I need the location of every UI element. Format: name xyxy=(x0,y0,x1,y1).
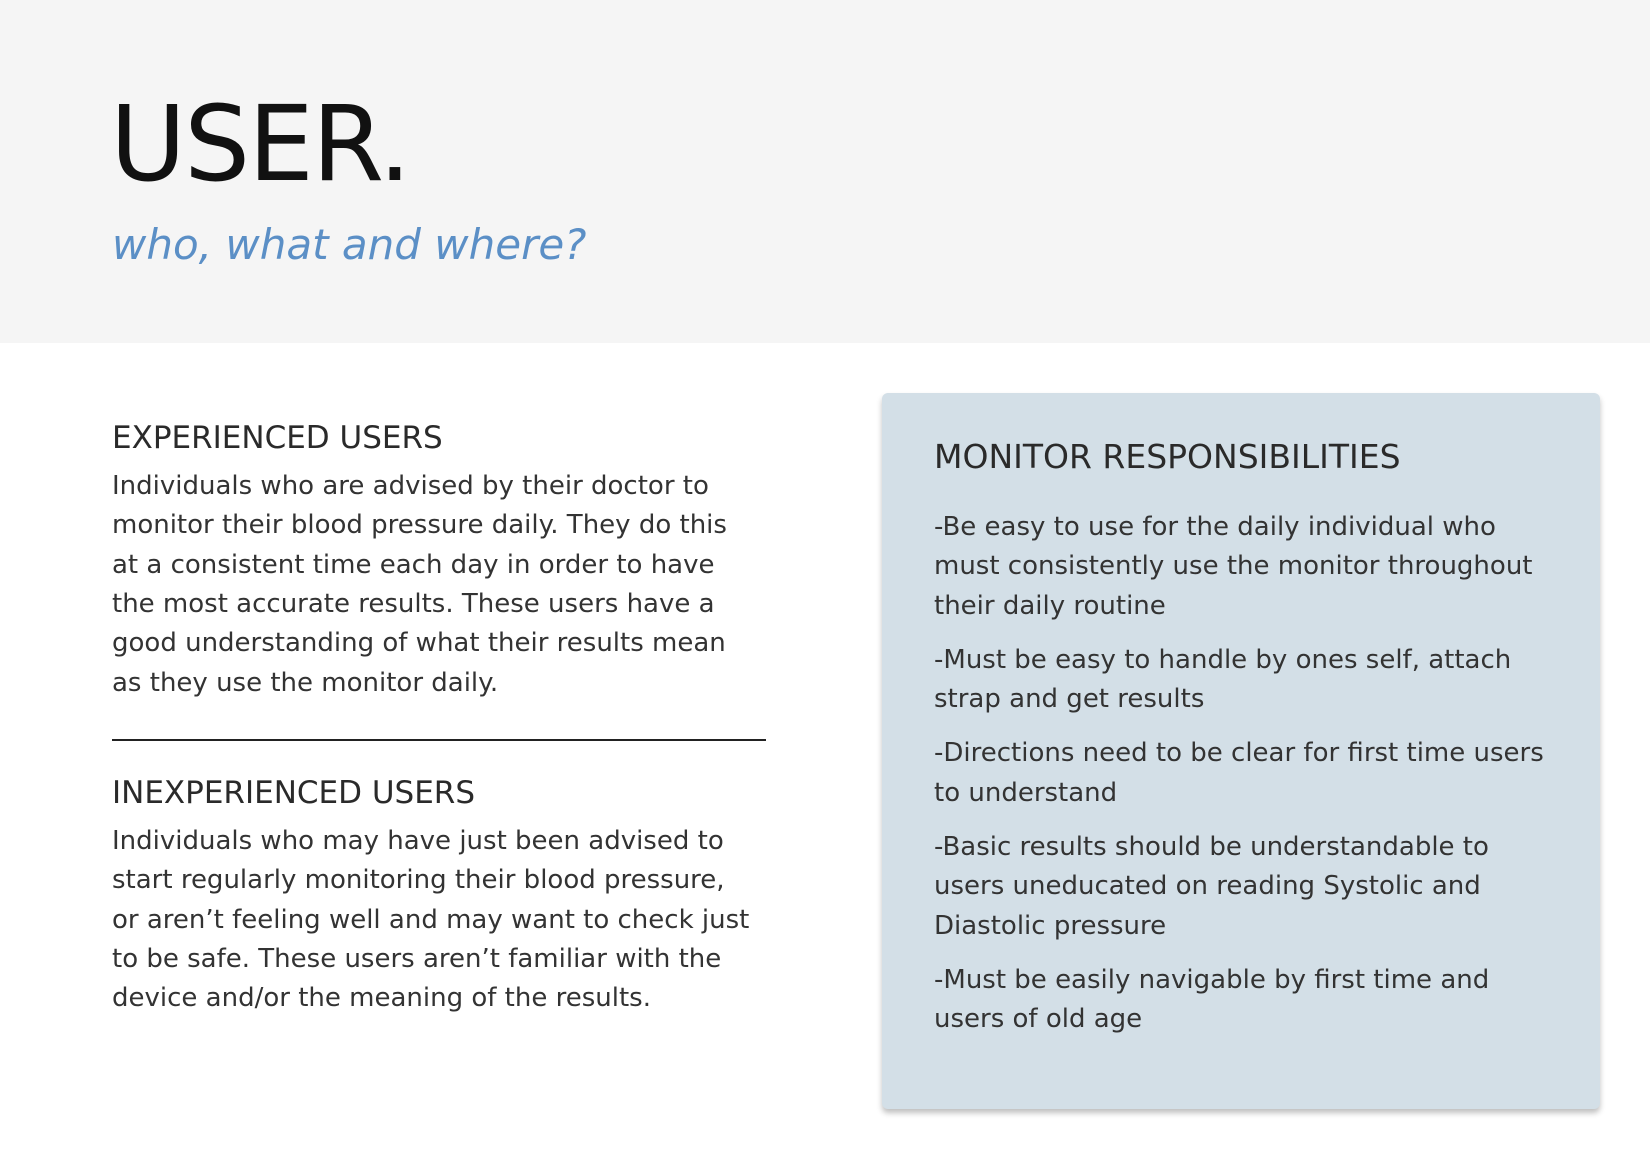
experienced-users-description: Individuals who are advised by their doctor to monitor their blood pressure daily. They do this at a consistent time each day in order to have the most accurate results. These users have a good understanding of what their results mean as they use the monitor daily. xyxy=(112,471,727,698)
header-banner xyxy=(0,0,1650,343)
page-title: USER. xyxy=(110,83,410,205)
experienced-users-section xyxy=(112,420,768,703)
responsibilities-list xyxy=(934,508,1564,1055)
page-subtitle: who, what and where? xyxy=(112,220,587,269)
responsibility-item: -Must be easily navigable by first time and users of old age xyxy=(934,964,1490,1035)
experienced-users-heading: EXPERIENCED USERS xyxy=(112,420,443,456)
inexperienced-users-description: Individuals who may have just been advised to start regularly monitoring their blood pressure, or aren’t feeling well and may want to check just to be safe. These users aren’t familiar with the device and/or the meaning of the results. xyxy=(112,826,750,1014)
inexperienced-users-section xyxy=(112,775,768,1019)
responsibility-item: -Basic results should be understandable to users uneducated on reading Systolic and Diastolic pressure xyxy=(934,832,1489,941)
responsibility-item: -Directions need to be clear for first time users to understand xyxy=(934,738,1544,808)
user-types-column xyxy=(112,420,768,1019)
monitor-responsibilities-card xyxy=(882,393,1600,1109)
responsibility-item: -Be easy to use for the daily individual who must consistently use the monitor throughout their daily routine xyxy=(934,512,1533,621)
responsibility-item: -Must be easy to handle by ones self, attach strap and get results xyxy=(934,644,1512,715)
monitor-responsibilities-heading: MONITOR RESPONSIBILITIES xyxy=(934,437,1401,476)
section-divider xyxy=(112,739,766,741)
inexperienced-users-heading: INEXPERIENCED USERS xyxy=(112,774,476,811)
